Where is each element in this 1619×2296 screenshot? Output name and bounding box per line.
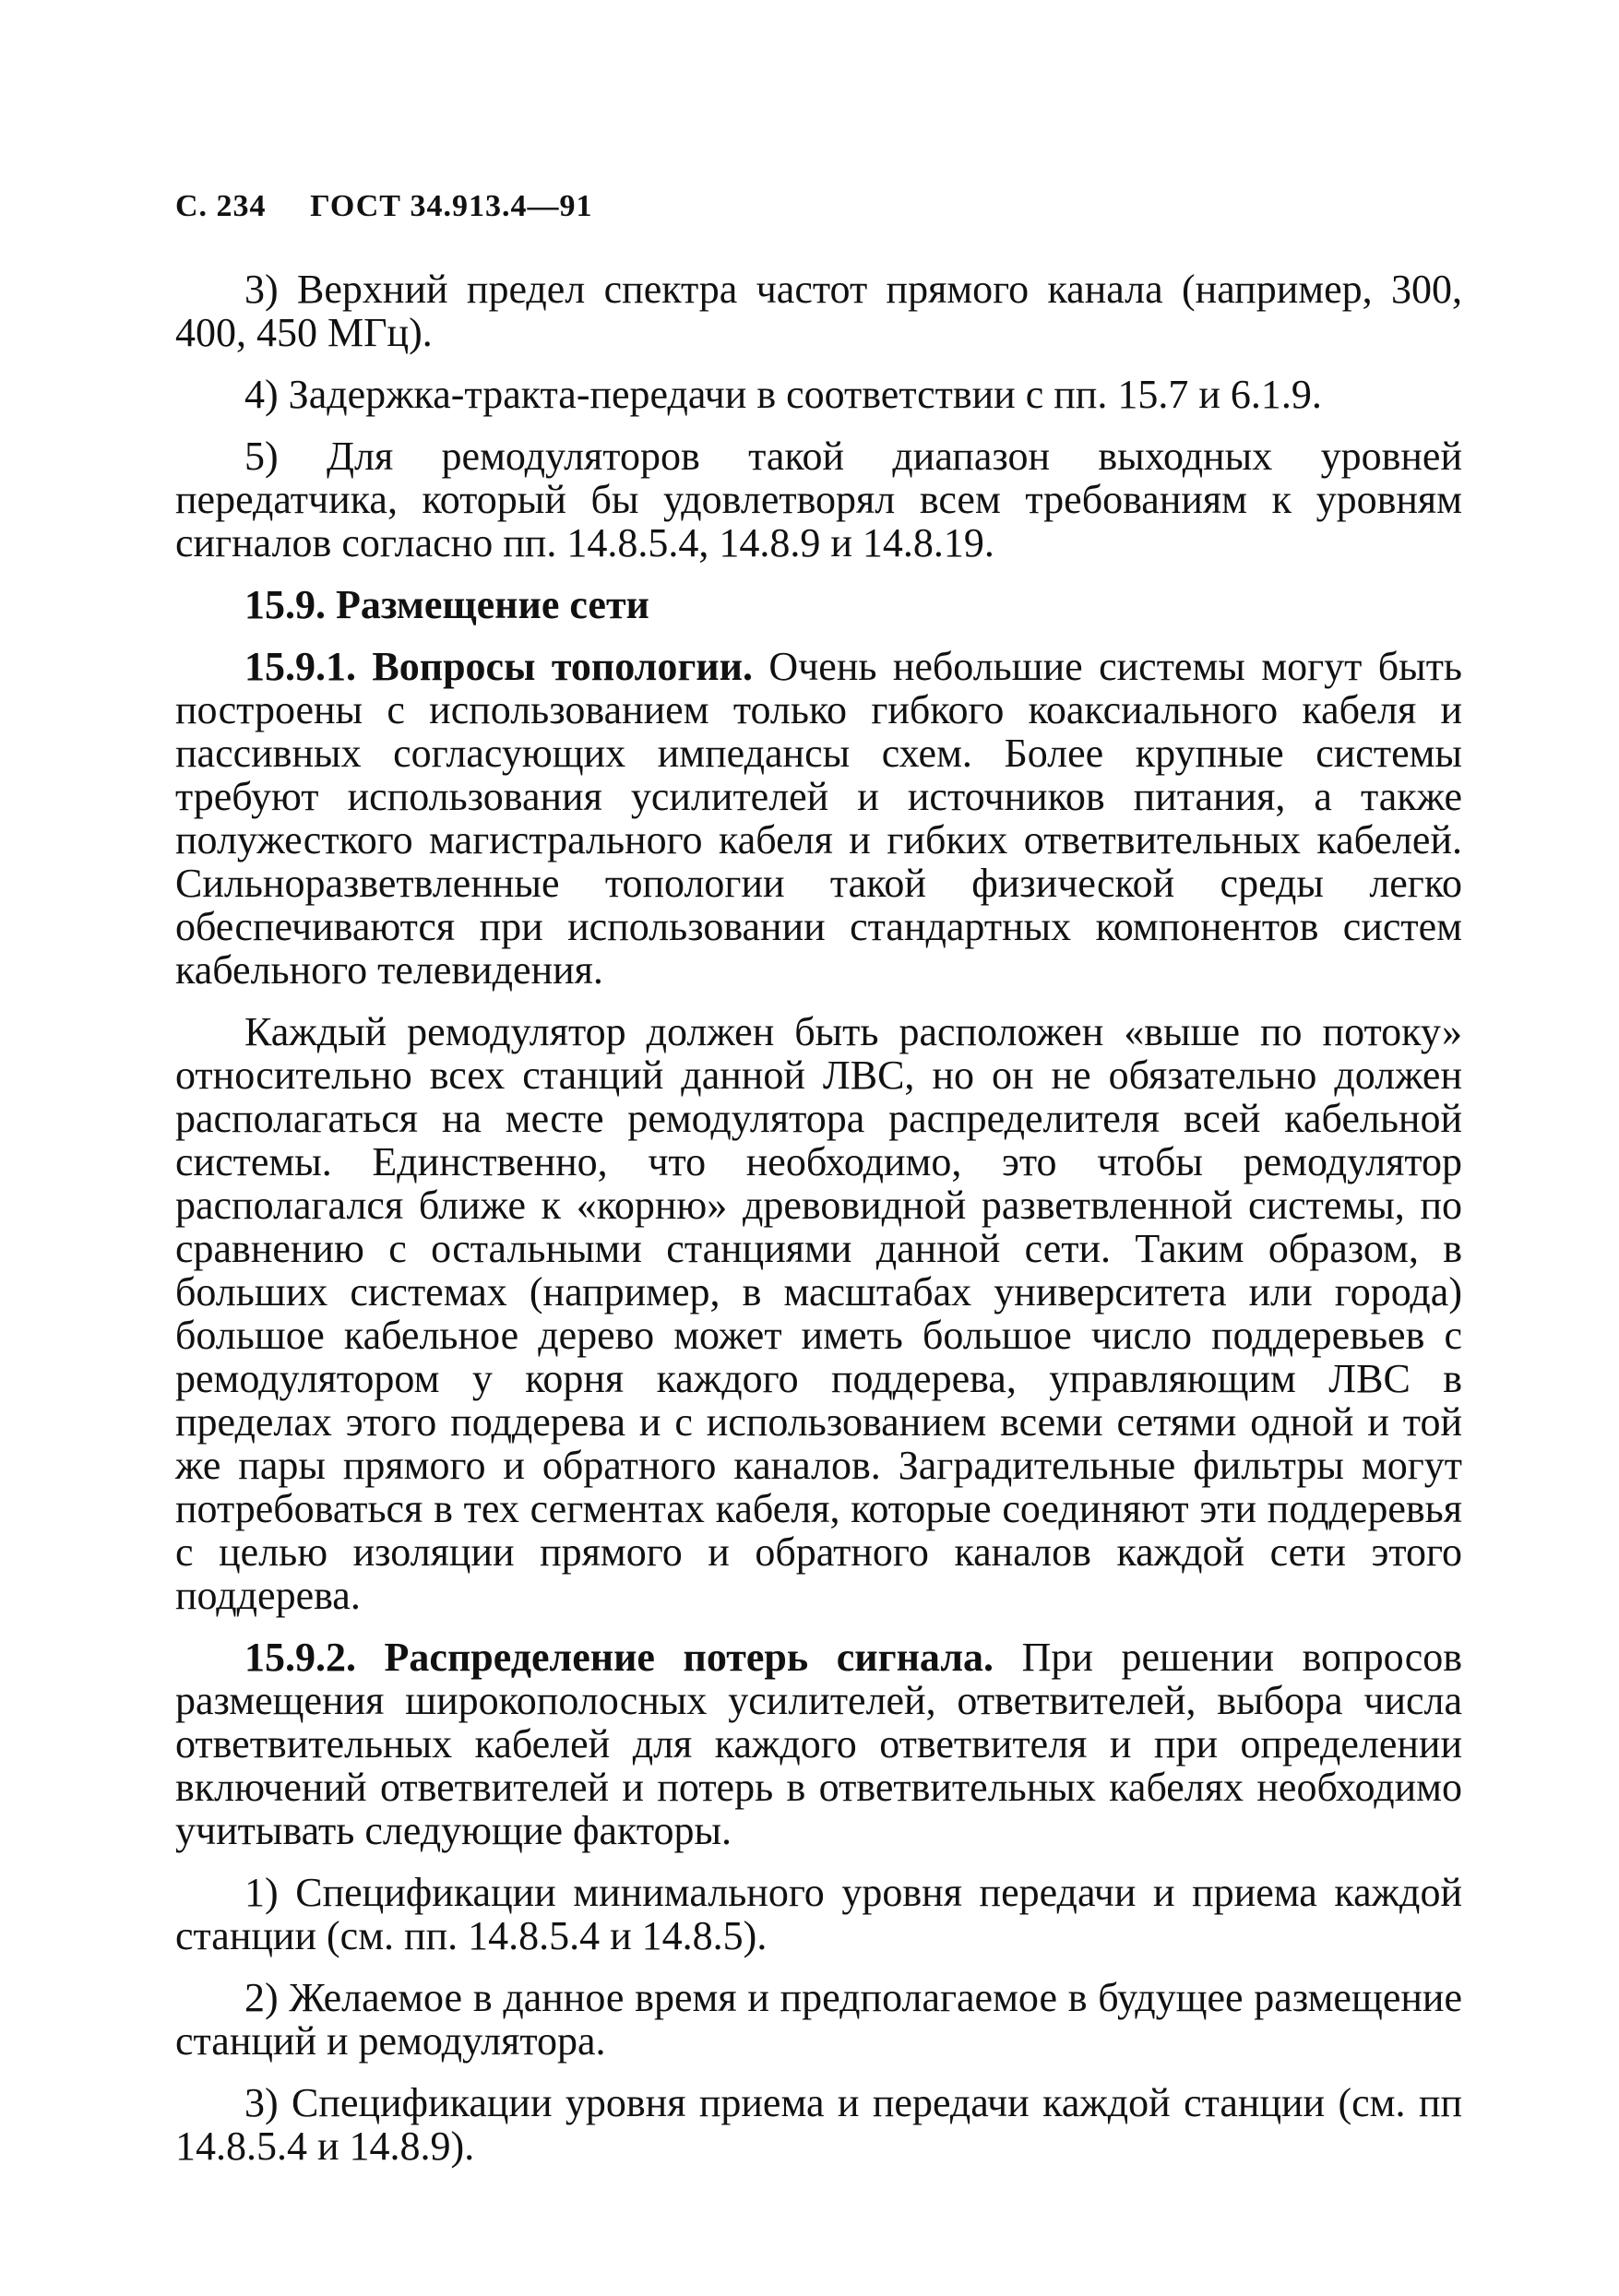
list-item-upper-frequency-limit: [175, 268, 1462, 354]
paragraph-text: 2) Желаемое в данное время и предполагаемое в будущее размещение станций и ремодулятора.: [175, 1975, 1462, 2064]
section-heading-network-placement: [175, 583, 1462, 626]
list-item-receive-transmit-spec: [175, 2081, 1462, 2168]
page-number: С. 234: [175, 189, 267, 223]
list-item-transmission-delay: [175, 373, 1462, 416]
paragraph-text: 1) Спецификации минимального уровня передачи и приема каждой станции (см. пп. 14.8.5.4 и 14.8.5).: [175, 1870, 1462, 1958]
paragraph-text: 3) Спецификации уровня приема и передачи каждой станции (см. пп 14.8.5.4 и 14.8.9).: [175, 2080, 1462, 2169]
subsection-topology: [175, 645, 1462, 992]
paragraph-text: Очень небольшие системы могут быть построены с использованием только гибкого коаксиального кабеля и пассивных согласующих импедансы схем. Более крупные системы требуют использования усилителей и источников питания, а также полужесткого магистрального кабеля и гибких ответвительных кабелей. Сильноразветвленные топологии такой физической среды легко обеспечиваются при использовании стандартных компонентов систем кабельного телевидения.: [175, 644, 1463, 993]
subsection-heading: 15.9.2. Распределение потерь сигнала.: [244, 1635, 994, 1680]
paragraph-text: Каждый ремодулятор должен быть расположен «выше по потоку» относительно всех станций данной ЛВС, но он не обязательно должен располагаться на месте ремодулятора распределителя всей кабельной системы. Единственно, что необходимо, это чтобы ремодулятор располагался ближе к «корню» древовидной разветвленной системы, по сравнению с остальными станциями данной сети. Таким образом, в больших системах (например, в масштабах университета или города) большое кабельное дерево может иметь большое число поддеревьев с ремодулятором у корня каждого поддерева, управляющим ЛВС в пределах этого поддерева и с использованием всеми сетями одной и той же пары прямого и обратного каналов. Заградительные фильтры могут потребоваться в тех сегментах кабеля, которые соединяют эти поддеревья с целью изоляции прямого и обратного каналов каждой сети этого поддерева.: [175, 1009, 1462, 1618]
page-header: [175, 189, 627, 224]
paragraph-text: 3) Верхний предел спектра частот прямого канала (например, 300, 400, 450 МГц).: [175, 267, 1462, 355]
section-heading: 15.9. Размещение сети: [244, 582, 649, 627]
subsection-heading: 15.9.1. Вопросы топологии.: [244, 644, 754, 689]
list-item-remodulator-output-range: [175, 434, 1462, 565]
subsection-signal-loss-distribution: [175, 1636, 1462, 1852]
standard-designation: ГОСТ 34.913.4—91: [310, 189, 593, 223]
document-body: [175, 268, 1462, 2186]
paragraph-remodulator-placement: [175, 1010, 1462, 1617]
paragraph-text: 4) Задержка-тракта-передачи в соответствии с пп. 15.7 и 6.1.9.: [244, 372, 1322, 417]
paragraph-text: При решении вопросов размещения широкополосных усилителей, ответвителей, выбора числа ответвительных кабелей для каждого ответвителя и при определении включений ответвителей и потерь в ответвительных кабелях необходимо учитывать следующие факторы.: [175, 1635, 1463, 1853]
list-item-station-placement: [175, 1976, 1462, 2063]
paragraph-text: 5) Для ремодуляторов такой диапазон выходных уровней передатчика, который бы удовлетворял всем требованиям к уровням сигналов согласно пп. 14.8.5.4, 14.8.9 и 14.8.19.: [175, 434, 1462, 565]
list-item-min-level-spec: [175, 1871, 1462, 1957]
